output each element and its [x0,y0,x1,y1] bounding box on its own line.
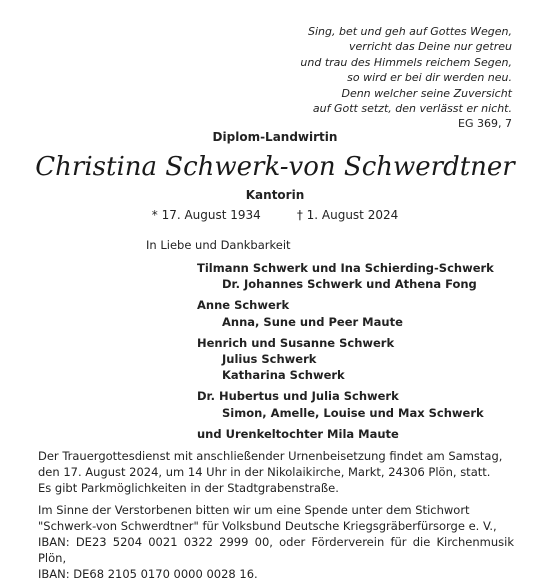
verse-block [300,24,512,132]
deceased-profession: Kantorin [245,188,305,202]
donation-line: Im Sinne der Verstorbenen bitten wir um eine Spende unter dem Stichwort [38,503,470,517]
verse-line: auf Gott setzt, den verlässt er nicht. [312,102,512,116]
deceased-name: Christina Schwerk-von Schwerdtner [35,152,515,182]
mourner-line: Henrich und Susanne Schwerk [197,335,395,350]
mourner-line: und Urenkeltochter Mila Maute [197,426,399,441]
service-notice [38,448,514,582]
mourner-line: Dr. Hubertus und Julia Schwerk [197,389,399,404]
mourner-line: Katharina Schwerk [222,368,345,383]
donation-info [38,502,514,582]
death-date: † 1. August 2024 [296,208,399,222]
donation-line: IBAN: DE68 2105 0170 0000 0028 16. [38,567,258,581]
verse-reference: EG 369, 7 [458,117,512,131]
mourner-line: Tilmann Schwerk und Ina Schierding-Schwerk [197,261,494,275]
mourners-intro: In Liebe und Dankbarkeit [146,238,291,252]
deceased-title: Diplom-Landwirtin [212,130,338,144]
verse-line: Denn welcher seine Zuversicht [341,86,512,100]
verse-line: Sing, bet und geh auf Gottes Wegen, [307,25,512,38]
donation-line: "Schwerk-von Schwerdtner" für Volksbund Deutsche Kriegsgräberfürsorge e. V., [38,519,497,533]
mourner-line: Dr. Johannes Schwerk und Athena Fong [222,277,477,292]
service-line: Es gibt Parkmöglichkeiten in der Stadtgrabenstraße. [38,481,339,495]
verse-line: so wird er bei dir werden neu. [347,71,512,85]
mourners-list [197,260,494,442]
life-dates [0,208,550,222]
mourner-line: Anna, Sune und Peer Maute [222,314,403,329]
service-line: Der Trauergottesdienst mit anschließender Urnenbeisetzung findet am Samstag, [38,449,503,463]
service-info [38,448,514,496]
service-line: den 17. August 2024, um 14 Uhr in der Nikolaikirche, Markt, 24306 Plön, statt. [38,465,491,479]
mourner-line: Julius Schwerk [222,352,317,367]
verse-line: und trau des Himmels reichem Segen, [300,55,512,69]
verse-line: verricht das Deine nur getreu [349,40,512,54]
birth-date: * 17. August 1934 [151,208,261,222]
mourner-line: Simon, Amelle, Louise und Max Schwerk [222,405,484,420]
mourner-line: Anne Schwerk [197,298,290,313]
donation-line: IBAN: DE23 5204 0021 0322 2999 00, oder Förderverein für die Kirchenmusik Plön, [38,535,514,565]
